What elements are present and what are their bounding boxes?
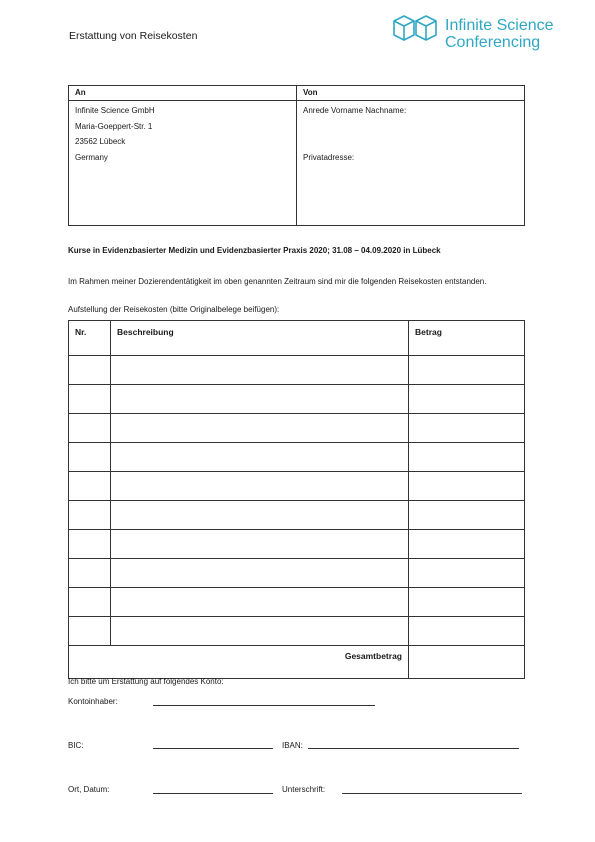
total-row xyxy=(69,646,525,679)
document-title: Erstattung von Reisekosten xyxy=(69,30,198,42)
table-row[interactable] xyxy=(69,414,525,443)
logo-line-1: Infinite Science xyxy=(445,17,554,34)
recipient-address xyxy=(69,101,297,226)
table-row[interactable] xyxy=(69,472,525,501)
column-header-amount: Betrag xyxy=(409,321,525,356)
list-label: Aufstellung der Reisekosten (bitte Originalbelege beifügen): xyxy=(68,305,280,314)
cube-logo-icon xyxy=(390,14,440,44)
company-logo xyxy=(390,14,580,56)
intro-text: Im Rahmen meiner Dozierendentätigkeit im oben genannten Zeitraum sind mir die folgenden Reisekosten entstanden. xyxy=(68,277,487,286)
table-row[interactable] xyxy=(69,443,525,472)
place-date-line[interactable] xyxy=(153,793,273,794)
table-row[interactable] xyxy=(69,501,525,530)
table-row[interactable] xyxy=(69,356,525,385)
total-amount-cell[interactable] xyxy=(409,646,525,679)
signature-label: Unterschrift: xyxy=(282,785,326,794)
logo-line-2: Conferencing xyxy=(445,34,541,51)
column-header-description: Beschreibung xyxy=(111,321,409,356)
address-line: Maria-Goeppert-Str. 1 xyxy=(75,121,153,131)
to-header: An xyxy=(69,86,297,101)
address-line: Infinite Science GmbH xyxy=(75,106,155,115)
table-row[interactable] xyxy=(69,385,525,414)
private-address-label: Privatadresse: xyxy=(303,152,355,162)
address-line: Germany xyxy=(75,152,108,162)
costs-table xyxy=(68,320,525,679)
course-title: Kurse in Evidenzbasierter Medizin und Evidenzbasierter Praxis 2020; 31.08 – 04.09.2020 in Lübeck xyxy=(68,246,441,255)
address-table xyxy=(68,85,525,226)
table-row[interactable] xyxy=(69,530,525,559)
signature-line[interactable] xyxy=(342,793,522,794)
account-holder-label: Kontoinhaber: xyxy=(68,697,118,706)
from-header: Von xyxy=(297,86,525,101)
place-date-label: Ort, Datum: xyxy=(68,785,110,794)
bic-line[interactable] xyxy=(153,748,273,749)
bic-label: BIC: xyxy=(68,741,84,750)
iban-label: IBAN: xyxy=(282,741,303,750)
address-line: 23562 Lübeck xyxy=(75,137,126,146)
column-header-nr: Nr. xyxy=(69,321,111,356)
table-row[interactable] xyxy=(69,559,525,588)
name-label: Anrede Vorname Nachname: xyxy=(303,106,407,115)
sender-fields[interactable] xyxy=(297,101,525,226)
request-text: Ich bitte um Erstattung auf folgendes Konto: xyxy=(68,677,224,686)
account-holder-line[interactable] xyxy=(153,705,375,706)
total-label: Gesamtbetrag xyxy=(69,646,409,679)
iban-line[interactable] xyxy=(308,748,519,749)
table-row[interactable] xyxy=(69,588,525,617)
table-row[interactable] xyxy=(69,617,525,646)
